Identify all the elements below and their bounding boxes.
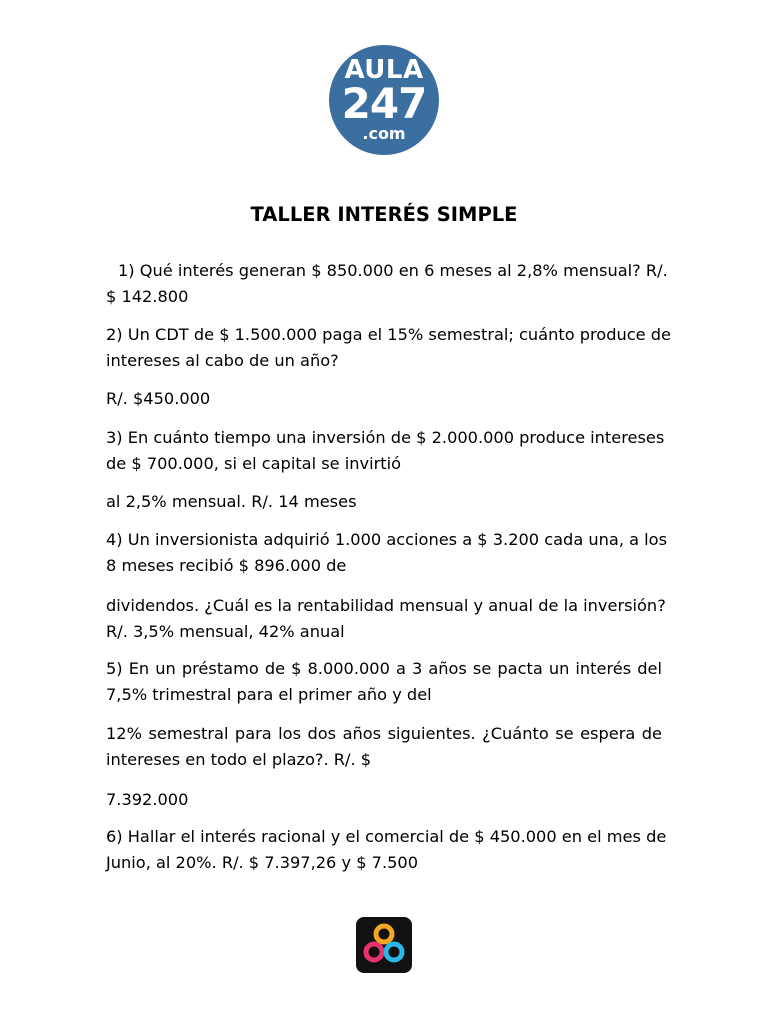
problem-1-line-2: $ 142.800 [106, 287, 189, 306]
problem-3-line-3: al 2,5% mensual. R/. 14 meses [106, 492, 357, 511]
problem-4-line-2: 8 meses recibió $ 896.000 de [106, 556, 347, 575]
problem-4-line-3: dividendos. ¿Cuál es la rentabilidad mensual y anual de la inversión? [106, 596, 666, 615]
logo-text-247: 247 [341, 79, 427, 128]
problem-2-line-2: intereses al cabo de un año? [106, 351, 339, 370]
problem-3-line-1: 3) En cuánto tiempo una inversión de $ 2.000.000 produce intereses [106, 428, 665, 447]
logo-text-com: .com [362, 124, 406, 143]
problem-3-line-2: de $ 700.000, si el capital se invirtió [106, 454, 402, 473]
problem-2-line-1: 2) Un CDT de $ 1.500.000 paga el 15% semestral; cuánto produce de [106, 325, 671, 344]
problem-5-line-2: 7,5% trimestral para el primer año y del [106, 685, 432, 704]
problem-4-line-1: 4) Un inversionista adquirió 1.000 acciones a $ 3.200 cada una, a los [106, 530, 668, 549]
app-badge-icon [356, 917, 412, 973]
problem-2-answer: R/. $450.000 [106, 389, 211, 408]
problem-6-line-1: 6) Hallar el interés racional y el comercial de $ 450.000 en el mes de [106, 827, 667, 846]
aula247-logo [329, 45, 439, 155]
problem-4-answer: R/. 3,5% mensual, 42% anual [106, 622, 345, 641]
problem-1-line-1: 1) Qué interés generan $ 850.000 en 6 meses al 2,8% mensual? R/. [118, 261, 668, 280]
problem-6-line-2: Junio, al 20%. R/. $ 7.397,26 y $ 7.500 [106, 853, 418, 872]
problem-5-line-1: 5) En un préstamo de $ 8.000.000 a 3 años se pacta un interés del [106, 659, 662, 678]
problem-5-line-4: intereses en todo el plazo?. R/. $ [106, 750, 372, 769]
page-title: TALLER INTERÉS SIMPLE [250, 203, 518, 226]
problem-5-line-3: 12% semestral para los dos años siguientes. ¿Cuánto se espera de [106, 724, 662, 743]
logo-text-aula: AULA [344, 55, 424, 85]
problem-5-answer: 7.392.000 [106, 790, 189, 809]
